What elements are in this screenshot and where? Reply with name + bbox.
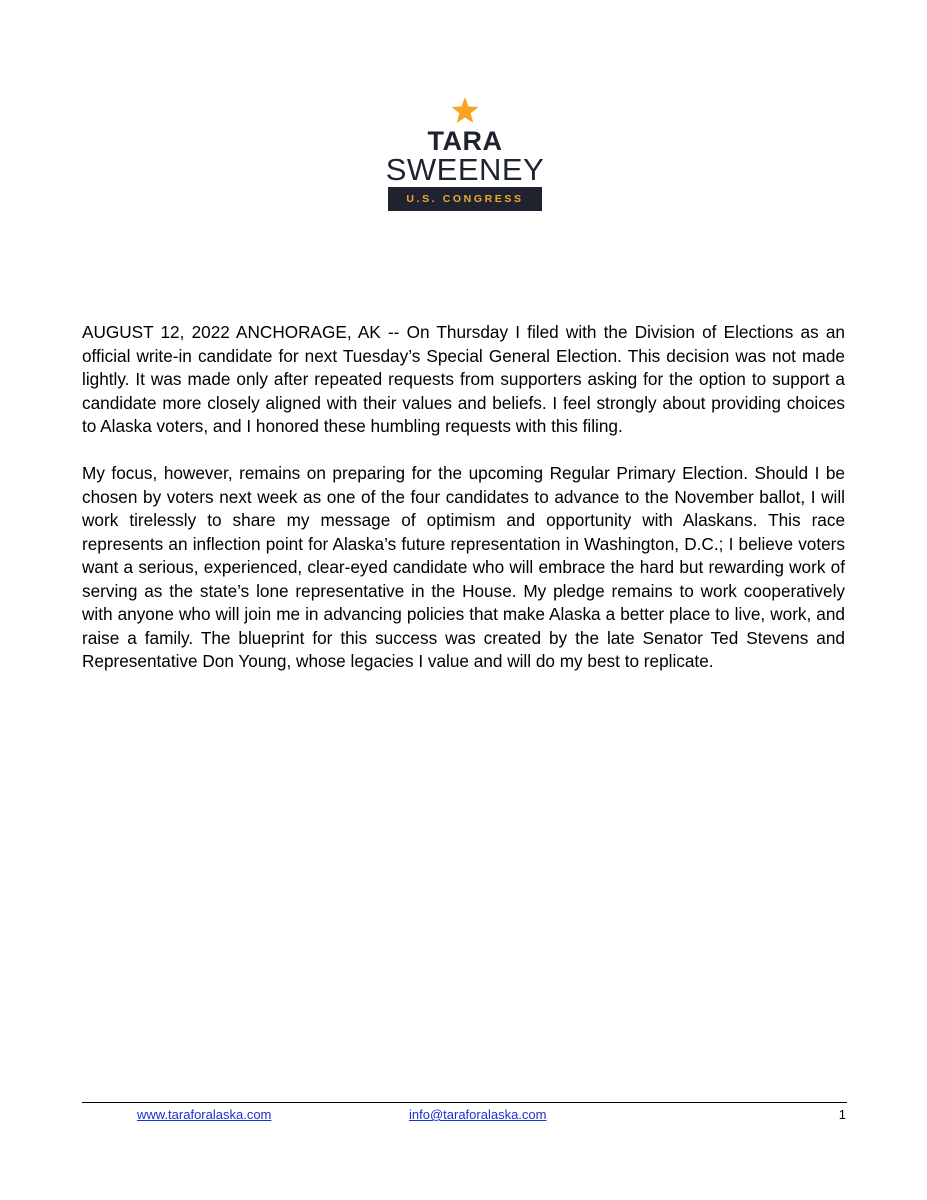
press-release-body: [82, 321, 845, 697]
paragraph-announcement: AUGUST 12, 2022 ANCHORAGE, AK -- On Thursday I filed with the Division of Elections as an official write-in candidate for next Tuesday’s Special General Election. This decision was not made lightly. It was made only after repeated requests from supporters asking for the option to support a candidate more closely aligned with their values and beliefs. I feel strongly about providing choices to Alaska voters, and I honored these humbling requests with this filing.: [82, 322, 845, 436]
star-icon: [450, 96, 480, 126]
page-number: 1: [838, 1107, 846, 1122]
email-link[interactable]: info@taraforalaska.com: [409, 1107, 547, 1122]
logo-last-name: SWEENEY: [385, 152, 545, 187]
paragraph-focus: My focus, however, remains on preparing for the upcoming Regular Primary Election. Should I be chosen by voters next week as one of the four candidates to advance to the November ballot, I will work tirelessly to share my message of optimism and opportunity with Alaskans. This race represents an inflection point for Alaska’s future representation in Washington, D.C.; I believe voters want a serious, experienced, clear-eyed candidate who will embrace the hard but rewarding work of serving as the state’s lone representative in the House. My pledge remains to work cooperatively with anyone who will join me in advancing policies that make Alaska a better place to live, work, and raise a family. The blueprint for this success was created by the late Senator Ted Stevens and Representative Don Young, whose legacies I value and will do my best to replicate.: [82, 463, 845, 671]
campaign-logo: [384, 96, 546, 211]
website-link[interactable]: www.taraforalaska.com: [137, 1107, 272, 1122]
logo-tagline: U.S. CONGRESS: [388, 187, 542, 211]
logo-first-name: TARA: [427, 126, 503, 156]
footer-divider: [82, 1102, 847, 1103]
